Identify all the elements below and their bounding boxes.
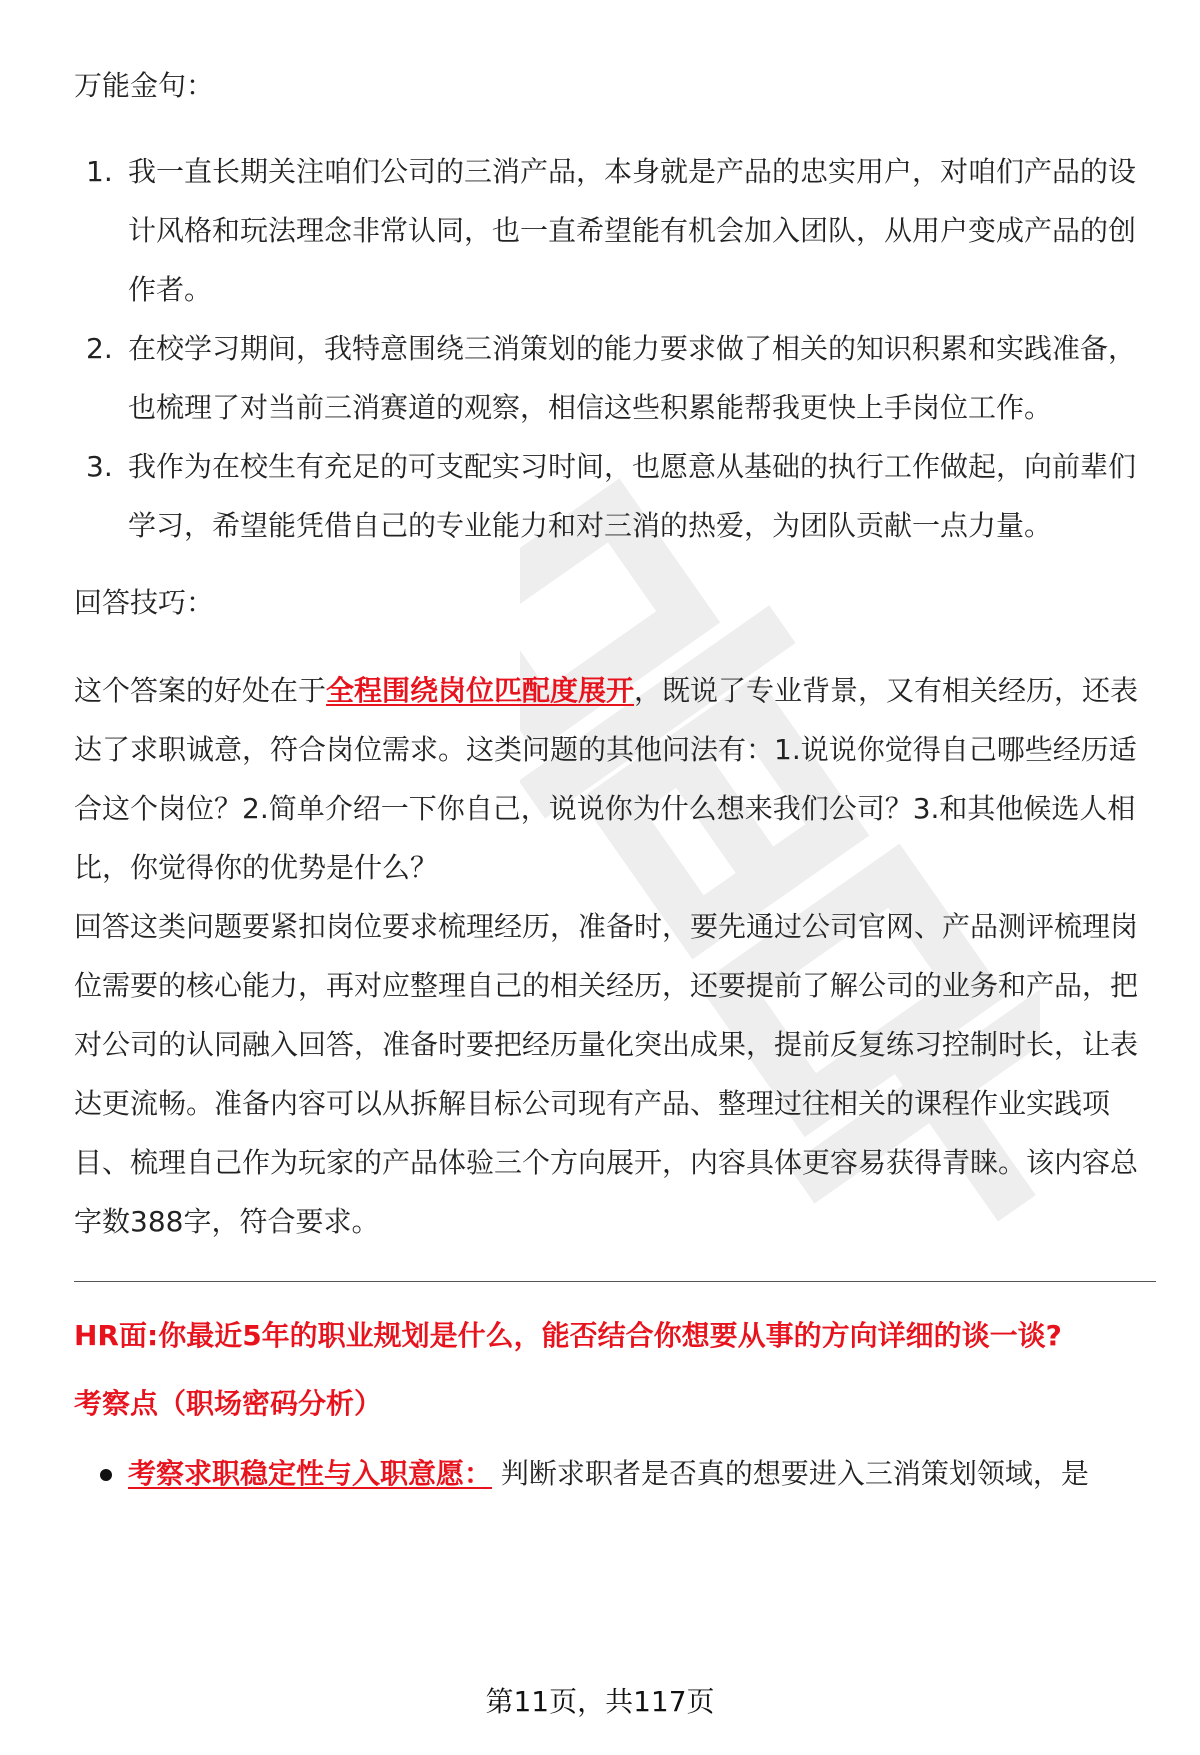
list-item-text: 我作为在校生有充足的可支配实习时间，也愿意从基础的执行工作做起，向前辈们学习，希望能凭借自己的专业能力和对三消的热爱，为团队贡献一点力量。 [128,450,1137,542]
answer-tips-paragraph: 回答这类问题要紧扣岗位要求梳理经历，准备时，要先通过公司官网、产品测评梳理岗位需要的核心能力，再对应整理自己的相关经历，还要提前了解公司的业务和产品，把对公司的认同融入回答，准备时要把经历量化突出成果，提前反复练习控制时长，让表达更流畅。准备内容可以从拆解目标公司现有产品、整理过往相关的课程作业实践项目、梳理自己作为玩家的产品体验三个方向展开，内容具体更容易获得青睐。该内容总字数388字，符合要求。 [74,910,1139,1238]
list-item-number: 3. [86,450,113,483]
list-item [74,437,1154,555]
bullet-dot-icon [100,1469,112,1481]
bullet-text: 判断求职者是否真的想要进入三消策划领域，是 [492,1457,1089,1490]
bullet-highlight: 考察求职稳定性与入职意愿： [128,1457,493,1490]
main-content [74,58,1154,1494]
list-item [74,142,1154,319]
list-item-text: 在校学习期间，我特意围绕三消策划的能力要求做了相关的知识积累和实践准备，也梳理了对当前三消赛道的观察，相信这些积累能帮我更快上手岗位工作。 [128,332,1137,424]
section-divider [74,1281,1156,1282]
evaluation-points-list [74,1454,1154,1494]
list-item-number: 2. [86,332,113,365]
page-number: 第11页，共117页 [485,1685,715,1718]
list-item [74,1454,1154,1494]
list-item-text: 我一直长期关注咱们公司的三消产品，本身就是产品的忠实用户，对咱们产品的设计风格和玩法理念非常认同，也一直希望能有机会加入团队，从用户变成产品的创作者。 [128,155,1137,306]
list-item-number: 1. [86,155,113,188]
paragraph-text: ，既说了专业背景，又有相关经历，还表达了求职诚意，符合岗位需求。这类问题的其他问法有：1.说说你觉得自己哪些经历适合这个岗位？2.简单介绍一下你自己，说说你为什么想来我们公司？3.和其他候选人相比，你觉得你的优势是什么？ [74,674,1139,884]
paragraph-text: 这个答案的好处在于 [74,674,327,707]
golden-sentences-label: 万能金句： [74,69,215,102]
answer-tips-label: 回答技巧： [74,586,215,619]
question-title: HR面:你最近5年的职业规划是什么，能否结合你想要从事的方向详细的谈一谈? [74,1319,1062,1352]
evaluation-points-heading: 考察点（职场密码分析） [74,1387,383,1420]
highlighted-phrase: 全程围绕岗位匹配度展开 [326,674,635,707]
list-item [74,319,1154,437]
golden-sentences-list [74,142,1154,555]
answer-tips-paragraph [74,661,1154,897]
